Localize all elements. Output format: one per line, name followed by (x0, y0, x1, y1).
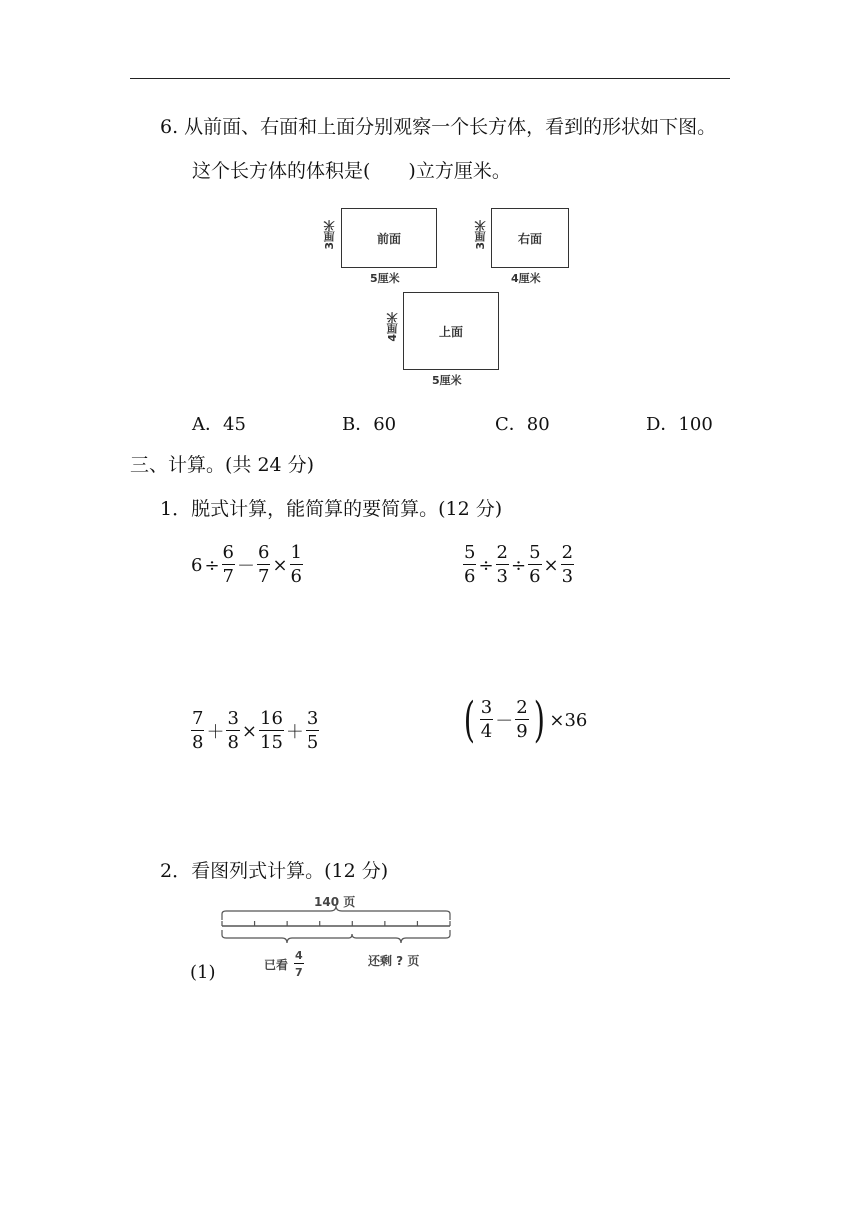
expression-4 (460, 692, 588, 748)
e1-op2: － (237, 556, 255, 577)
e3-frac2: $\frac{3}{8}$ (227, 708, 239, 753)
right-view-box (491, 208, 569, 268)
right-view-label: 右面 (517, 231, 542, 246)
e4-right-paren: ) (533, 692, 545, 748)
e3-op3: ＋ (285, 722, 304, 743)
front-view-width: 5厘米 (370, 272, 400, 285)
front-view-height: 3厘米 (323, 220, 336, 250)
option-b[interactable]: B．60 (342, 414, 397, 435)
header-rule (130, 78, 730, 79)
right-view-height: 3厘米 (474, 220, 487, 250)
remain-brace (352, 930, 450, 943)
e3-op2: × (241, 720, 257, 742)
expression-3 (190, 710, 320, 752)
top-view-height: 4厘米 (386, 312, 399, 342)
expression-1 (190, 544, 304, 586)
segment-diagram (218, 890, 458, 982)
e2-op2: ÷ (511, 554, 527, 576)
e2-frac3: $\frac{5}{6}$ (529, 542, 541, 587)
option-a[interactable]: A．45 (192, 414, 246, 435)
e2-op3: × (543, 554, 559, 576)
e2-frac2: $\frac{2}{3}$ (496, 542, 508, 587)
segment-ticks (222, 921, 450, 926)
section3-title: 三、计算。(共 24 分) (130, 454, 315, 476)
e4-frac1: $\frac{3}{4}$ (480, 697, 493, 742)
e4-left-paren: ( (463, 692, 475, 748)
read-label (264, 950, 305, 978)
e1-op1: ÷ (204, 554, 220, 576)
top-view-width: 5厘米 (432, 374, 462, 387)
read-brace (222, 930, 352, 943)
e3-frac4: $\frac{3}{5}$ (306, 708, 319, 753)
q1-title: 1．脱式计算，能简算的要简算。(12 分) (160, 498, 503, 520)
expression-2 (462, 544, 575, 586)
e3-op1: ＋ (206, 722, 225, 743)
e1-frac3: $\frac{1}{6}$ (290, 542, 302, 587)
remain-label: 还剩 ? 页 (368, 954, 420, 968)
q2-sub-1: (1) (190, 962, 216, 983)
top-view-label: 上面 (438, 324, 463, 339)
q6-stem: 6. 从前面、右面和上面分别观察一个长方体，看到的形状如下图。 (160, 116, 717, 138)
e1-frac2: $\frac{6}{7}$ (258, 542, 270, 587)
right-view-width: 4厘米 (511, 272, 541, 285)
read-label-prefix: 已看 (264, 957, 289, 972)
option-d[interactable]: D．100 (646, 414, 713, 435)
e1-frac1: $\frac{6}{7}$ (222, 542, 234, 587)
e2-frac1: $\frac{5}{6}$ (464, 542, 476, 587)
front-view-box (341, 208, 437, 268)
e4-frac2: $\frac{2}{9}$ (516, 697, 528, 742)
e4-tail: ×36 (549, 709, 588, 731)
e2-op1: ÷ (478, 554, 494, 576)
q2-title: 2．看图列式计算。(12 分) (160, 860, 389, 882)
e1-op3: × (272, 554, 288, 576)
option-c[interactable]: C．80 (495, 414, 550, 435)
e1-integer: 6 (191, 554, 203, 576)
e2-frac4: $\frac{2}{3}$ (561, 542, 574, 587)
e3-frac1: $\frac{7}{8}$ (192, 708, 204, 753)
q6-line2: 这个长方体的体积是( )立方厘米。 (192, 160, 511, 182)
e3-frac3: $\frac{16}{15}$ (260, 708, 283, 753)
front-view-label: 前面 (376, 231, 401, 246)
top-view-box (403, 292, 499, 370)
e4-op1: － (495, 711, 514, 732)
read-fraction: $\frac{4}{7}$ (295, 949, 303, 979)
total-label: 140 页 (314, 895, 356, 909)
